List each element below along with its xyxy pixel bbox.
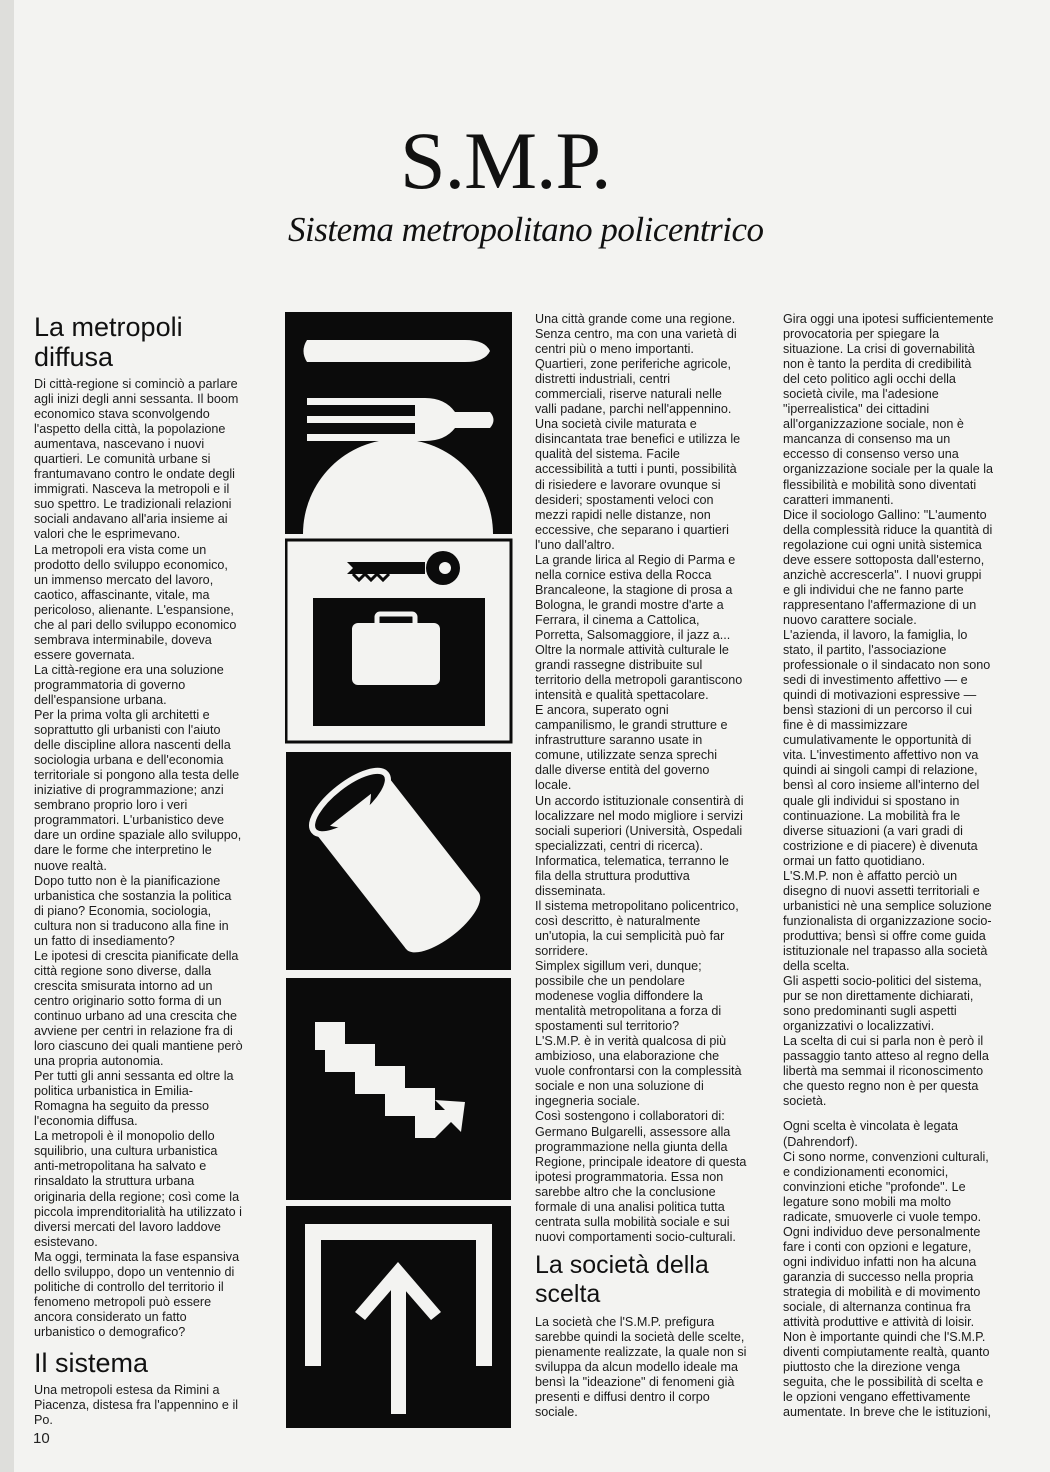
article-column-1 [34,312,266,1428]
column3-body: Gira oggi una ipotesi sufficientemente provocatoria per spiegare la situazione. La crisi di governabilità non è tanto la perdita di credibilità del ceto politico agli occhi della società civile, ma l'adesione "iperrealistica" dei cittadini all'organizzazione sociale, non è mancanza di consenso ma un eccesso di consenso verso una organizzazione sociale per la quale la flessibilità e mobilità sono diventati caratteri immanenti. Dice il sociologo Gallino: "L'aumento della complessità riduce la quantità di regolazione cui ogni unità sistemica deve essere sottoposta dall'esterno, anzichè accrescerla". I nuovi gruppi e gli individui che ne fanno parte rappresentano l'affermazione di un nuovo carattere sociale. L'azienda, il lavoro, la famiglia, lo stato, il partito, l'associazione professionale o il sindacato non sono sedi di investimento affettivo — e quindi di motivazioni espressive — bensì stazioni di un percorso il cui fine è di massimizzare cumulativamente le opportunità di vita. L'investimento affettivo non va quindi ai singoli campi di relazione, bensì al coro insieme all'interno del quale gli individui si spostano in continuazione. La mobilità fra le diverse situazioni (a vari gradi di costrizione e di piacere) è divenuta ormai un fatto quotidiano. L'S.M.P. non è affatto perciò un disegno di nuovi assetti territoriali e urbanistici nè una semplice soluzione funzionalista di organizzazione socio- produttiva; bensì si offre come guida istituzionale nel trapasso alla società della scelta. Gli aspetti socio-politici del sistema, pur se non direttamente dichiarati, sono predominanti sugli aspetti organizzativi o localizzativi. La scelta di cui si parla non è però il passaggio tanto atteso al regno della libertà ma semmai il riconoscimento che questo regno non è per questa società. [783,312,994,1109]
section-heading-sistema: Il sistema [34,1348,149,1378]
section-heading-societa: La società della scelta [535,1250,709,1308]
page-title: S.M.P. [400,115,611,206]
column1-body2: Una metropoli estesa da Rimini a Piacenza, distesa fra l'appennino e il Po. [34,1383,239,1428]
stairs-arrow-icon [286,978,511,1200]
column1-body: Di città-regione si cominciò a parlare agli inizi degli anni sessanta. Il boom economico stava sconvolgendo l'aspetto della città, la popolazione aumentava, nascevano i nuovi quartieri. Le comunità urbane si frantumavano contro le ondate degli immigrati. Nasceva la metropoli e il suo spettro. Le tradizionali relazioni sociali andavano all'aria insieme ai valori che le esprimevano. La metropoli era vista come un prodotto dello sviluppo economico, un immenso mercato del lavoro, caotico, affascinante, vitale, ma pericoloso, alienante. L'espansione, che al pari dello sviluppo economico sembrava interminabile, doveva essere governata. La città-regione era una soluzione programmatoria di governo dell'espansione urbana. Per la prima volta gli architetti e soprattutto gli urbanisti con l'aiuto delle discipline allora nascenti della sociologia urbana e dell'economia territoriale si pongono alla testa delle iniziative di programmazione; anzi sembrano proprio loro i veri programmatori. L'urbanistico deve dare un ordine spaziale allo sviluppo, dare le forme che interpretino le nuove realtà. Dopo tutto non è la pianificazione urbanistica che sostanzia la politica di piano? Economia, sociologia, cultura non si traducono alla fine in un fatto di insediamento? Le ipotesi di crescita pianificate della città regione sono diverse, dalla crescita smisurata intorno ad un centro originario sotto forma di un continuo urbano ad una crescita che avviene per centri in relazione fra di loro ciascuno dei quali mantiene però una propria autonomia. Per tutti gli anni sessanta ed oltre la politica urbanistica in Emilia- Romagna ha seguito da presso l'economia diffusa. La metropoli è il monopolio dello squilibrio, una cultura urbanistica anti-metropolitana ha salvato e rinsaldato la struttura urbana originaria della regione; così come la piccola imprenditorialità ha utilizzato i diversi mercati del lavoro laddove esistevano. Ma oggi, terminata la fase espansiva dello sviluppo, dopo un ventennio di politiche di controllo del territorio il fenomeno metropoli può essere ancora considerato un fatto urbanistico o demografico? [34,377,243,1339]
column3-body2: Ogni scelta è vincolata è legata (Dahrendorf). Ci sono norme, convenzioni culturali, e condizionamenti economici, convinzioni etiche "profonde". Le legature sono mobili ma molto radicate, smuoverle ci vuole tempo. Ogni individuo deve personalmente fare i conti con opzioni e legature, ogni individuo infatti non ha alcuna garanzia di successo nella propria strategia di mobilità e di movimento sociale, di alternanza continua fra attività produttive e attività di loisir. Non è importante quindi che l'S.M.P. diventi compiutamente realtà, quanto piuttosto che la direzione venga seguita, che le possibilità di scelta e le opzioni vengano effettivamente aumentate. In breve che le istituzioni, [783,1119,991,1420]
column2-body2: La società che l'S.M.P. prefigura sarebbe quindi la società delle scelte, pienamente realizzate, la quale non si sviluppa da alcun modello ideale ma bensì la "ideazione" di fenomeni già presenti e diffusi dentro il corpo sociale. [535,1314,747,1420]
up-arrow-icon [286,1206,511,1428]
section-heading-metropoli: La metropoli diffusa [34,312,183,372]
can-icon [286,752,511,970]
key-suitcase-icon [286,540,511,742]
column2-body: Una città grande come una regione. Senza centro, ma con una varietà di centri più o meno importanti. Quartieri, zone periferiche agricole, distretti industriali, centri commerciali, riserve naturali nelle valli padane, parchi nell'appennino. Una società civile maturata e disincantata trae benefici e utilizza le qualità del sistema. Facile accessibilità a tutti i punti, possibilità di risiedere e lavorare ovunque si desideri; spostamenti veloci con mezzi rapidi nelle distanze, non eccessive, che separano i quartieri l'uno dall'altro. La grande lirica al Regio di Parma e nella cornice estiva della Rocca Brancaleone, la stagione di prosa a Bologna, le grandi mostre d'arte a Ferrara, il cinema a Cattolica, Porretta, Salsomaggiore, il jazz a... Oltre la normale attività culturale le grandi rassegne distribuite sul territorio della metropoli garantiscono intensità e qualità spettacolare. E ancora, superato ogni campanilismo, le grandi strutture e infrastrutture saranno usate in comune, utilizzate senza sprechi dalle diverse entità del governo locale. Un accordo istituzionale consentirà di localizzare nel modo migliore i servizi sociali superiori (Università, Ospedali specializzati, centri di ricerca). Informatica, telematica, terranno le fila della struttura produttiva disseminata. Il sistema metropolitano policentrico, così descritto, è naturalmente un'utopia, la cui semplicità può far sorridere. Simplex sigillum veri, dunque; possibile che un pendolare modenese voglia diffondere la mentalità metropolitana a forza di spostamenti sul territorio? L'S.M.P. è in verità qualcosa di più ambizioso, una elaborazione che vuole confrontarsi con la complessità sociale e non una soluzione di ingegneria sociale. Così sostengono i collaboratori di: Germano Bulgarelli, assessore alla programmazione nella giunta della Regione, principale ideatore di questa ipotesi programmatoria. Essa non sarebbe altro che la conclusione formale di una analisi politica tutta centrata sulla mobilità sociale e sui nuovi comportamenti socio-culturali. [535,312,747,1244]
page-number: 10 [33,1430,50,1447]
pictogram-column [285,312,515,1438]
article-column-3 [783,312,1015,1420]
page-subtitle: Sistema metropolitano policentrico [288,210,764,249]
article-column-2 [535,312,767,1420]
knife-fork-plate-icon [285,312,512,534]
